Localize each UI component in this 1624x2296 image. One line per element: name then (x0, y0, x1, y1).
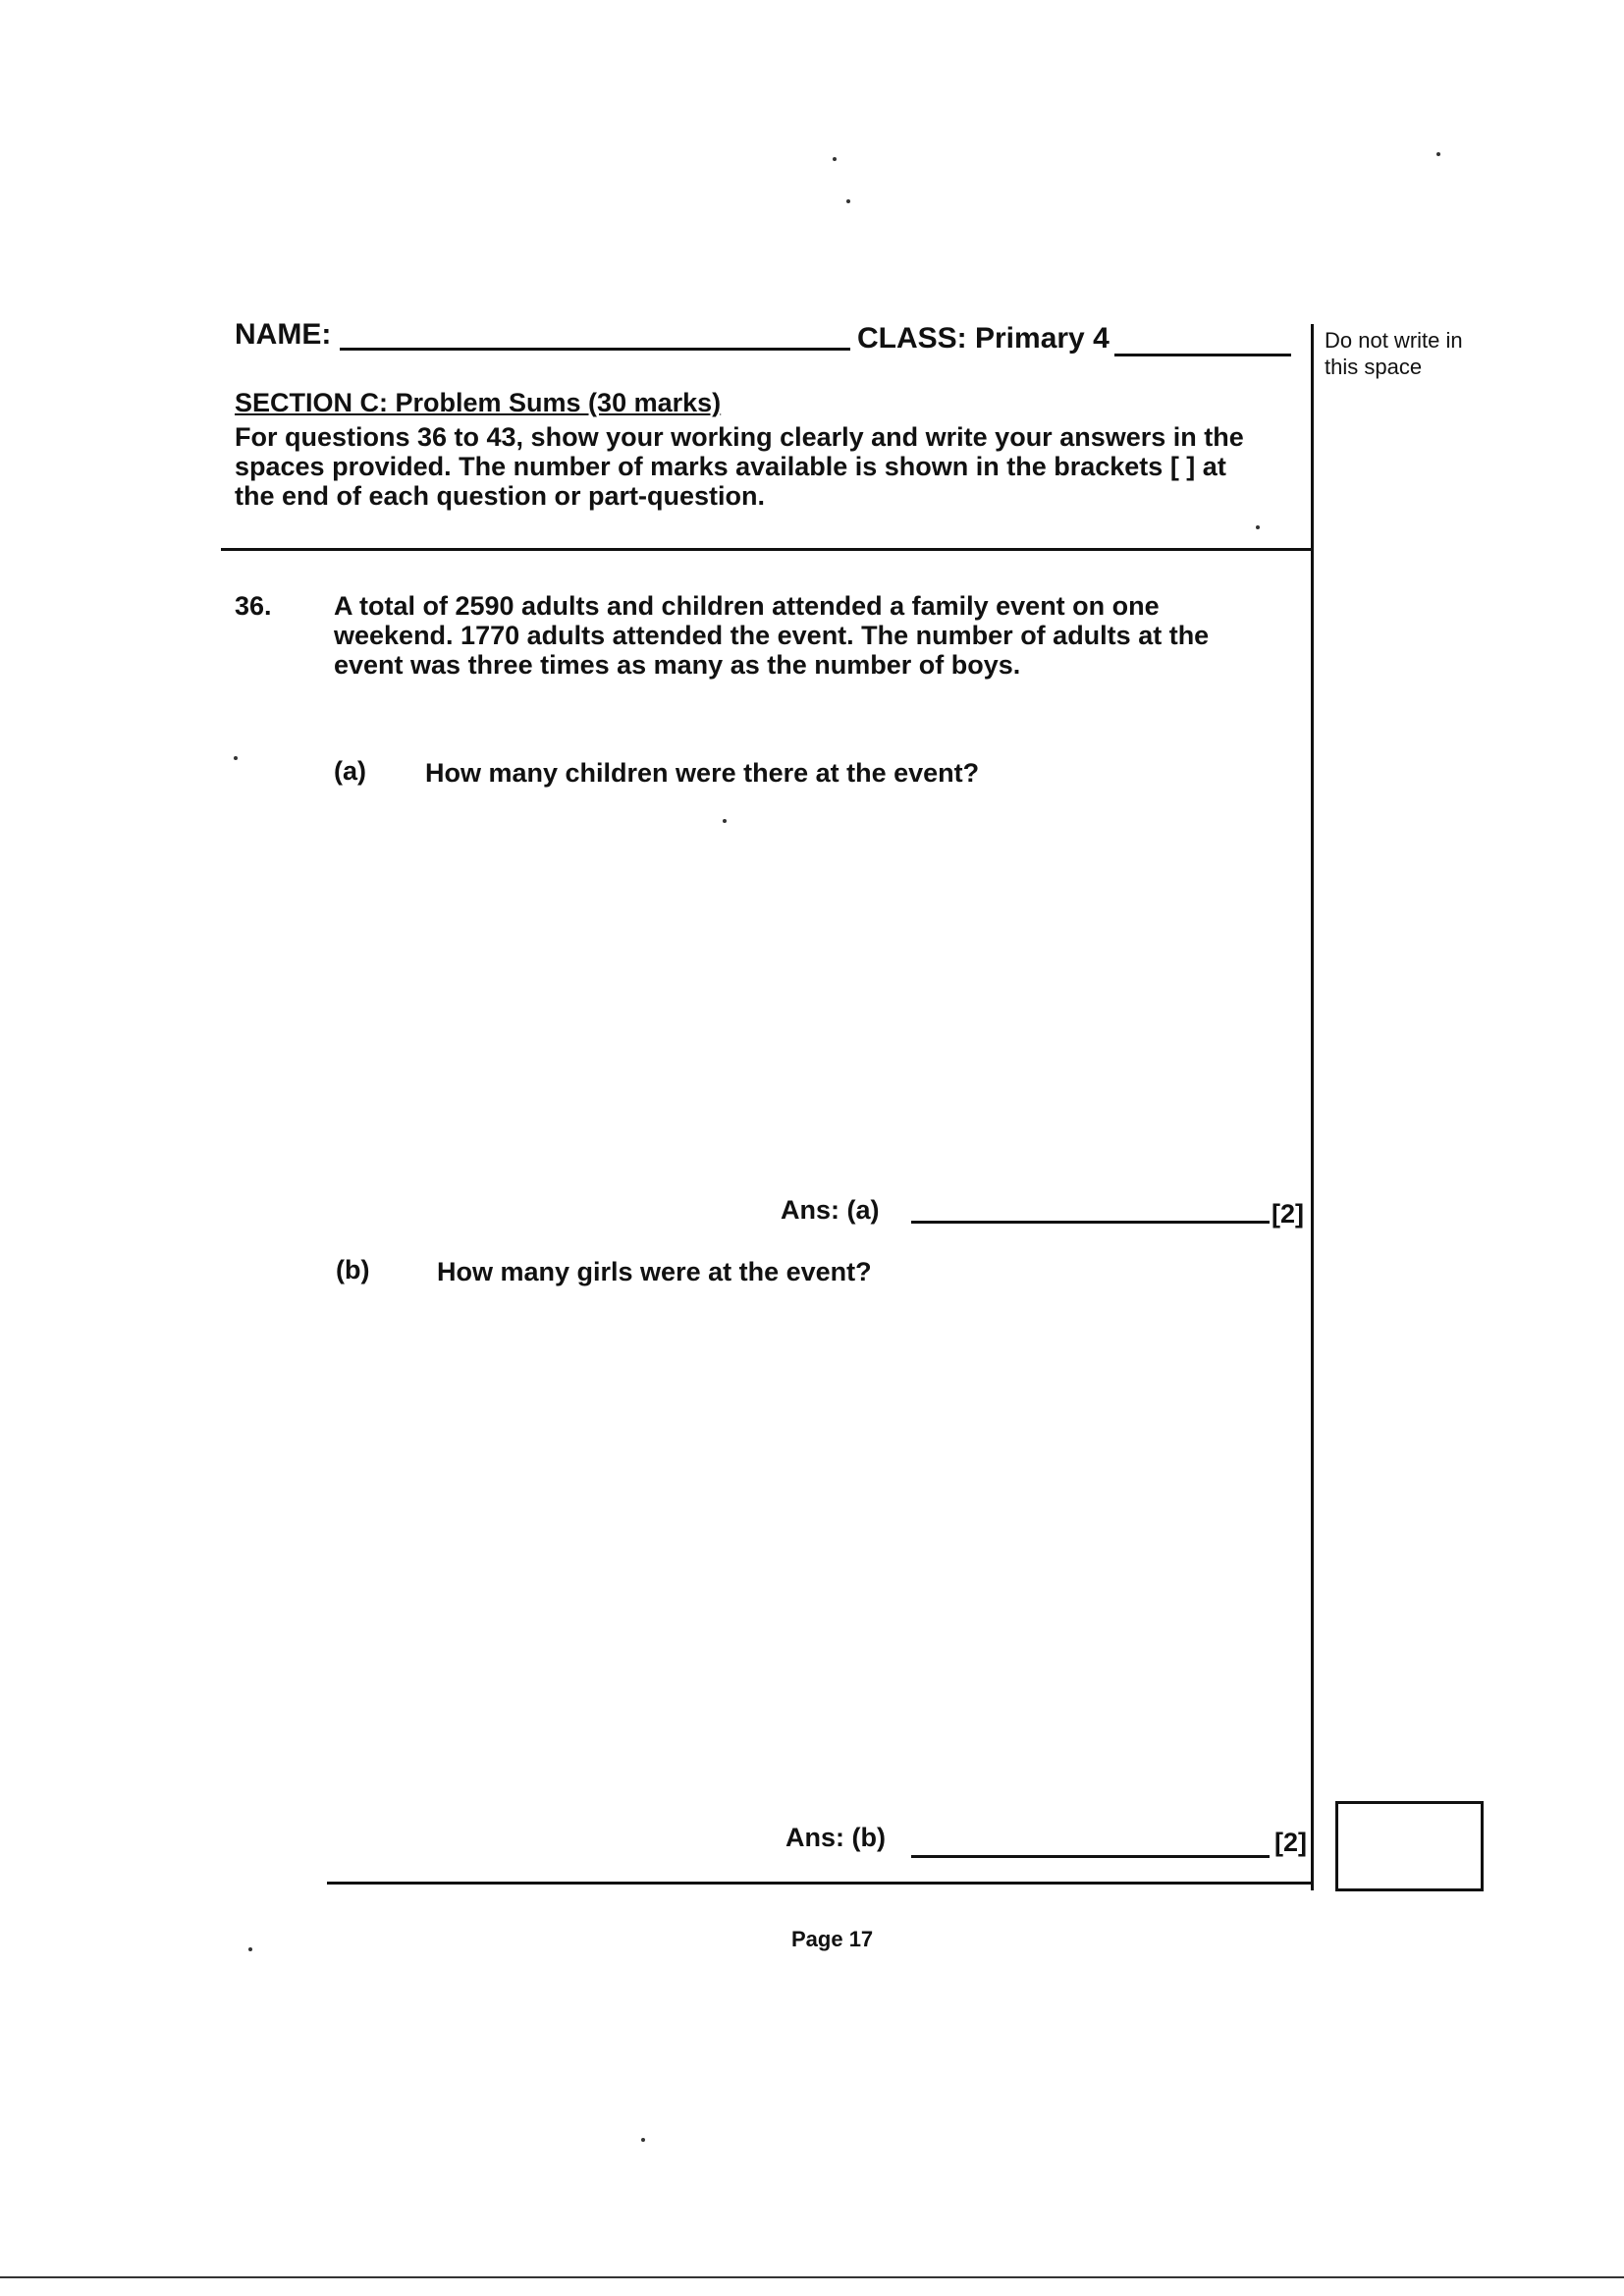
answer-a-marks: [2] (1272, 1199, 1304, 1229)
answer-b-line[interactable] (911, 1855, 1270, 1858)
scan-speck (1436, 152, 1440, 156)
margin-note: Do not write in this space (1325, 328, 1463, 379)
scan-speck (1256, 525, 1260, 529)
question-bottom-rule (327, 1882, 1311, 1885)
scan-speck (846, 199, 850, 203)
class-blank-line[interactable] (1114, 354, 1291, 356)
answer-a-line[interactable] (911, 1221, 1270, 1224)
part-a-label: (a) (334, 756, 366, 786)
header-divider (221, 548, 1313, 551)
scan-speck (723, 819, 727, 823)
part-a-text: How many children were there at the event? (425, 758, 980, 788)
part-b-label: (b) (336, 1255, 370, 1285)
question-number: 36. (235, 591, 272, 621)
class-label: CLASS: Primary 4 (857, 322, 1110, 355)
page-number: Page 17 (791, 1927, 874, 1951)
scan-speck (833, 157, 837, 161)
section-instructions: For questions 36 to 43, show your working clearly and write your answers in the spaces provided. The number of marks available is shown in the brackets [ ] at the end of each question or part-question. (235, 422, 1244, 511)
page-edge-rule (0, 2276, 1624, 2278)
margin-rule (1311, 324, 1314, 1890)
answer-b-marks: [2] (1274, 1828, 1307, 1857)
marks-box (1335, 1801, 1484, 1891)
question-text: A total of 2590 adults and children attended a family event on one weekend. 1770 adults attended the event. The number of adults at the event was three times as many as the number of boys. (334, 591, 1210, 680)
name-blank-line[interactable] (340, 348, 850, 351)
answer-a-label: Ans: (a) (781, 1195, 880, 1225)
answer-b-label: Ans: (b) (785, 1823, 886, 1852)
part-b-text: How many girls were at the event? (437, 1257, 872, 1286)
name-label: NAME: (235, 318, 332, 351)
scan-speck (234, 756, 238, 760)
scan-speck (248, 1947, 252, 1951)
section-title: SECTION C: Problem Sums (30 marks) (235, 388, 722, 417)
scan-speck (641, 2138, 645, 2142)
